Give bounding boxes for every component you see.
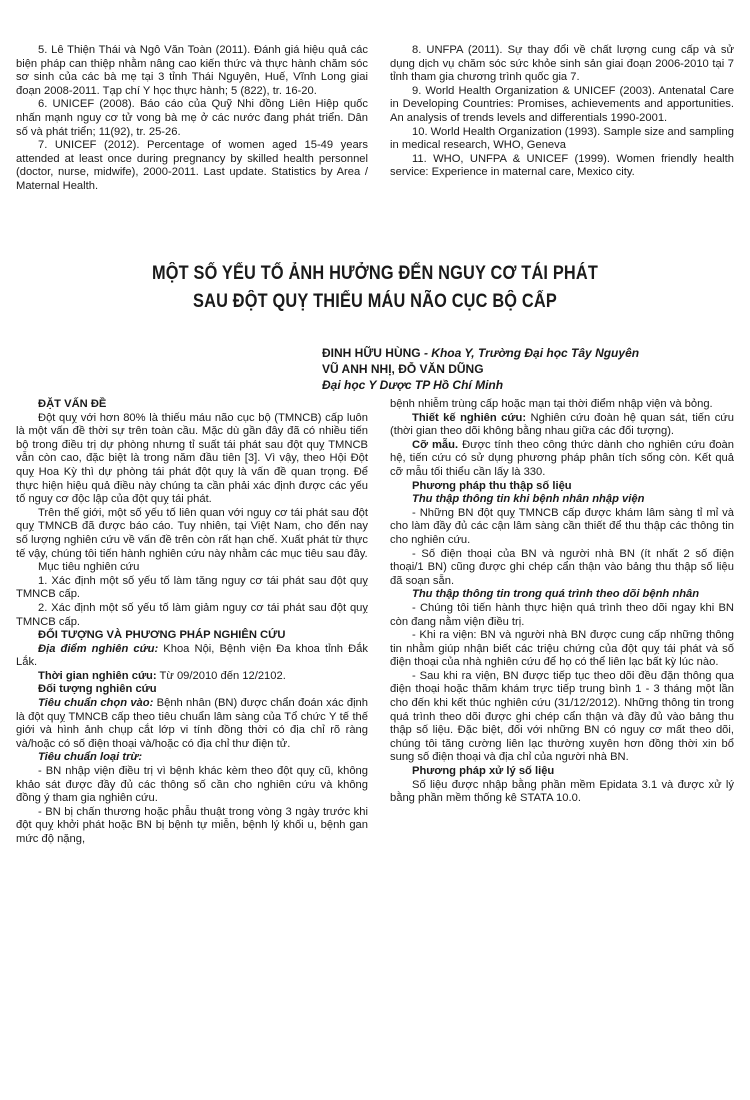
references-left-column xyxy=(16,44,368,194)
inline-text: Bệnh nhân (BN) được chẩn đoán xác định là đột quỵ TMNCB cấp theo tiêu chuẩn lâm sàng của Tổ chức Y tế thế giới và hình ảnh chụp cắt lớp vi tính đồng thời có địa chỉ rõ ràng và/hoặc có số điện thoại và/hoặc có địa chỉ thư điện tử. xyxy=(16,697,368,750)
paragraph: - BN nhập viện điều trị vì bệnh khác kèm theo đột quỵ cũ, không khảo sát được đầy đủ các thông số cần cho nghiên cứu và không đồng ý tham gia nghiên cứu. xyxy=(16,765,368,805)
inline-text: Được tính theo công thức dành cho nghiên cứu đoàn hệ, tiến cứu có sử dụng phương pháp phân tích sống còn. Kết quả cỡ mẫu tối thiểu cần lấy là 330. xyxy=(390,438,734,478)
inline-label: Tiêu chuẩn chọn vào: xyxy=(38,697,154,710)
author-line-1 xyxy=(322,345,742,361)
author-2-names: VŨ ANH NHỊ, ĐỖ VĂN DŨNG xyxy=(322,362,484,376)
subheading: Tiêu chuẩn loại trừ: xyxy=(38,751,143,764)
body-right-column xyxy=(390,398,734,806)
body-left-column xyxy=(16,398,368,847)
article-title-line-2: SAU ĐỘT QUỴ THIẾU MÁU NÃO CỤC BỘ CẤP xyxy=(193,291,557,312)
paragraph xyxy=(390,412,734,439)
section-heading-introduction: ĐẶT VẤN ĐỀ xyxy=(38,398,107,410)
paragraph xyxy=(390,439,734,480)
subheading: Đối tượng nghiên cứu xyxy=(38,683,157,696)
author-1-affiliation: - Khoa Y, Trường Đại học Tây Nguyên xyxy=(420,346,640,360)
article-title-line-1: MỘT SỐ YẾU TỐ ẢNH HƯỞNG ĐẾN NGUY CƠ TÁI PHÁT xyxy=(151,263,599,284)
paragraph: bệnh nhiễm trùng cấp hoặc mạn tại thời điểm nhập viện và bỏng. xyxy=(390,398,713,410)
inline-text: Từ 09/2010 đến 12/2102. xyxy=(156,669,286,682)
section-heading-methods: ĐỐI TƯỢNG VÀ PHƯƠNG PHÁP NGHIÊN CỨU xyxy=(38,629,286,642)
paragraph: Đột quỵ với hơn 80% là thiếu máu não cục bộ (TMNCB) cấp luôn là một vấn đề thời sự trên toàn cầu. Mặc dù gần đây đã có nhiều tiến bộ trong điều trị dự phòng nhưng tỉ suất tái phát sau đột quỵ TMNCB vẫn còn cao, đặc biệt là trong năm đầu tiên [3]. Vì vậy, theo Hội Đột quỵ Hoa Kỳ thì dự phòng tái phát đột quỵ là vấn đề quan trọng. Để thực hiện hiệu quả điều này chúng ta cần phải xác định được các yếu tố nguy cơ độc lập của đột quỵ tái phát. xyxy=(16,411,368,506)
paragraph: - Những BN đột quỵ TMNCB cấp được khám lâm sàng tỉ mỉ và cho làm đầy đủ các cận lâm sàng cần thiết để thu thập các thông tin cho nghiên cứu. xyxy=(390,506,734,546)
paragraph: - Chúng tôi tiến hành thực hiện quá trình theo dõi ngay khi BN còn đang nằm viện điều trị. xyxy=(390,601,734,628)
paragraph xyxy=(16,643,368,670)
author-block xyxy=(322,345,742,393)
paragraph: - Khi ra viện: BN và người nhà BN được cung cấp những thông tin nhằm giúp nhận biết các triệu chứng của đột quỵ tái phát và số điện thoại của nhà nghiên cứu để họ có thể liên lạc bất kỳ lúc nào. xyxy=(390,629,734,669)
inline-label: Thời gian nghiên cứu: xyxy=(38,669,157,682)
author-2-affiliation: Đại học Y Dược TP Hồ Chí Minh xyxy=(322,378,504,392)
author-1-name: ĐINH HỮU HÙNG xyxy=(322,346,421,360)
subheading: Thu thập thông tin trong quá trình theo dõi bệnh nhân xyxy=(412,588,700,601)
reference-item: 7. UNICEF (2012). Percentage of women aged 15-49 years attended at least once during pregnancy by skilled health personnel (doctor, nurse, midwife), 2000-2011. Last update. Statistics by Area / Maternal Health. xyxy=(16,139,368,192)
paragraph: Trên thế giới, một số yếu tố liên quan với nguy cơ tái phát sau đột quỵ TMNCB đã được báo cáo. Tuy nhiên, tại Việt Nam, cho đến nay số lượng nghiên cứu về vấn đề trên còn rất hạn chế. Xuất phát từ thực tế vậy, chúng tôi tiến hành nghiên cứu này nhằm các mục tiêu sau đây. xyxy=(16,506,368,560)
inline-text: Khoa Nội, Bệnh viện Đa khoa tỉnh Đắk Lắk. xyxy=(16,642,368,669)
inline-text: Nghiên cứu đoàn hệ quan sát, tiến cứu (thời gian theo dõi không bằng nhau giữa các đối tượng). xyxy=(390,411,734,438)
inline-label: Cỡ mẫu. xyxy=(412,438,459,451)
references-right-column xyxy=(390,44,734,180)
reference-item: 5. Lê Thiện Thái và Ngô Văn Toàn (2011). Đánh giá hiệu quả các biện pháp can thiệp nhằm nâng cao kiến thức và thực hành chăm sóc sơ sinh của các bà mẹ tại 3 tỉnh Thái Nguyên, Huế, Vĩnh Long giai đoạn 2008-2011. Tạp chí Y học thực hành; 5 (822), tr. 16-20. xyxy=(16,44,368,97)
subheading: Phương pháp xử lý số liệu xyxy=(412,765,555,778)
objective-item: 2. Xác định một số yếu tố làm giảm nguy cơ tái phát sau đột quỵ TMNCB cấp. xyxy=(16,601,368,628)
paragraph xyxy=(16,697,368,751)
inline-label: Địa điểm nghiên cứu: xyxy=(38,642,159,655)
reference-item: 9. World Health Organization & UNICEF (2003). Antenatal Care in Developing Countries: Promises, achievements and apportunities. An analysis of trends levels and differentials 1990-2001. xyxy=(390,84,734,124)
paragraph: Số liệu được nhập bằng phần mềm Epidata 3.1 và được xử lý bằng phần mềm thống kê STATA 10.0. xyxy=(390,778,734,805)
paragraph: - Sau khi ra viện, BN được tiếp tục theo dõi đều đặn thông qua điện thoại hoặc thăm khám trực tiếp trung bình 1 - 3 tháng một lần cho đến khi kết thúc nghiên cứu (31/12/2012). Những thông tin trong quá trình theo dõi được ghi chép cẩn thận và đầy đủ vào bảng thu thập số liệu. Đặc biệt, đối với những BN có nguy cơ mất theo dõi, chúng tôi tăng cường liên lạc thường xuyên hơn đồng thời xin bổ sung số điện thoại và địa chỉ của người nhà BN. xyxy=(390,669,734,764)
paragraph: Mục tiêu nghiên cứu xyxy=(38,561,140,574)
paragraph: - BN bị chấn thương hoặc phẫu thuật trong vòng 3 ngày trước khi đột quỵ khởi phát hoặc BN bị bệnh tự miễn, bệnh lý khối u, bệnh gan mức độ nặng, xyxy=(16,805,368,845)
objective-item: 1. Xác định một số yếu tố làm tăng nguy cơ tái phát sau đột quỵ TMNCB cấp. xyxy=(16,574,368,601)
reference-item: 8. UNFPA (2011). Sự thay đổi về chất lượng cung cấp và sử dụng dịch vụ chăm sóc sức khỏe sinh sản giai đoạn 2006-2010 tại 7 tỉnh tham gia chương trình quốc gia 7. xyxy=(390,44,734,84)
reference-item: 10. World Health Organization (1993). Sample size and sampling in medical research, WHO, Geneva xyxy=(390,125,734,152)
subheading: Phương pháp thu thập số liệu xyxy=(412,479,572,492)
reference-item: 6. UNICEF (2008). Báo cáo của Quỹ Nhi đồng Liên Hiệp quốc nhấn mạnh nguy cơ tử vong bà mẹ ở các nước đang phát triển. Dân số và phát triển; 11(92), tr. 25-26. xyxy=(16,98,368,138)
paragraph: - Số điện thoại của BN và người nhà BN (ít nhất 2 số điện thoại/1 BN) cũng được ghi chép cẩn thận vào bảng thu thập số liệu đã soạn sẵn. xyxy=(390,547,734,587)
paragraph xyxy=(16,670,368,684)
inline-label: Thiết kế nghiên cứu: xyxy=(412,411,527,424)
subheading: Thu thập thông tin khi bệnh nhân nhập viện xyxy=(412,493,645,506)
reference-item: 11. WHO, UNFPA & UNICEF (1999). Women friendly health service: Experience in maternal care, Mexico city. xyxy=(390,152,734,179)
